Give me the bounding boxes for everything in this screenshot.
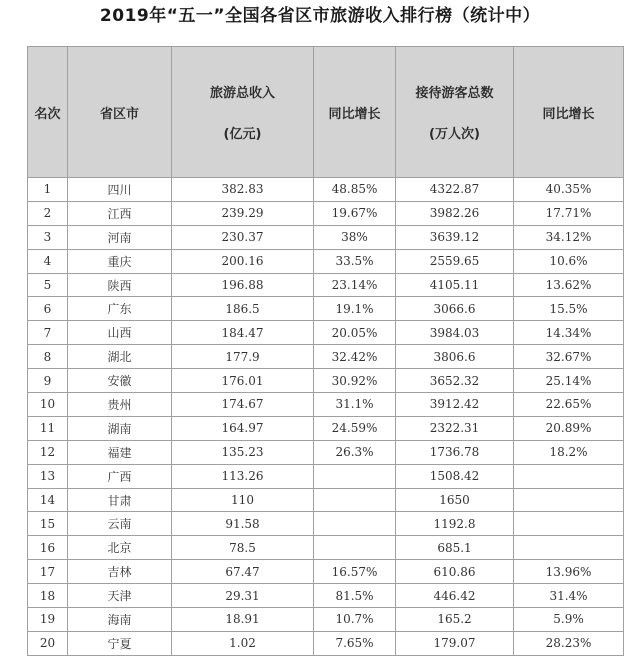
visitors-growth-cell: 25.14%	[514, 369, 624, 393]
visitors-cell: 3066.6	[396, 297, 514, 321]
revenue-growth-cell	[314, 536, 396, 560]
province-cell: 陕西	[68, 273, 172, 297]
visitors-growth-cell: 15.5%	[514, 297, 624, 321]
table-row	[28, 201, 624, 225]
visitors-growth-cell	[514, 464, 624, 488]
visitors-growth-cell	[514, 512, 624, 536]
table-row	[28, 464, 624, 488]
visitors-cell: 3982.26	[396, 201, 514, 225]
column-header-unit: (万人次)	[429, 127, 480, 142]
table-row	[28, 178, 624, 202]
visitors-cell: 4322.87	[396, 178, 514, 202]
visitors-cell: 179.07	[396, 631, 514, 655]
table-row	[28, 369, 624, 393]
visitors-growth-cell: 14.34%	[514, 321, 624, 345]
revenue-growth-cell: 33.5%	[314, 249, 396, 273]
revenue-growth-cell: 7.65%	[314, 631, 396, 655]
visitors-cell: 2322.31	[396, 416, 514, 440]
visitors-cell: 3639.12	[396, 225, 514, 249]
visitors-growth-cell: 13.62%	[514, 273, 624, 297]
revenue-cell: 18.91	[172, 608, 314, 632]
visitors-cell: 685.1	[396, 536, 514, 560]
column-header-label: 同比增长	[542, 106, 595, 122]
revenue-growth-cell: 19.67%	[314, 201, 396, 225]
visitors-cell: 1736.78	[396, 440, 514, 464]
rank-cell: 13	[28, 464, 68, 488]
province-cell: 天津	[68, 584, 172, 608]
revenue-growth-cell: 30.92%	[314, 369, 396, 393]
column-header-label: 名次	[34, 106, 61, 122]
revenue-growth-cell	[314, 488, 396, 512]
visitors-growth-cell	[514, 536, 624, 560]
rank-cell: 9	[28, 369, 68, 393]
revenue-cell: 230.37	[172, 225, 314, 249]
revenue-cell: 164.97	[172, 416, 314, 440]
visitors-growth-cell: 40.35%	[514, 178, 624, 202]
revenue-cell: 382.83	[172, 178, 314, 202]
province-cell: 江西	[68, 201, 172, 225]
rank-cell: 19	[28, 608, 68, 632]
revenue-cell: 110	[172, 488, 314, 512]
rank-cell: 10	[28, 393, 68, 417]
table-row	[28, 512, 624, 536]
visitors-growth-cell: 22.65%	[514, 393, 624, 417]
column-header-1	[28, 47, 68, 178]
revenue-cell: 184.47	[172, 321, 314, 345]
revenue-growth-cell: 16.57%	[314, 560, 396, 584]
province-cell: 山西	[68, 321, 172, 345]
visitors-cell: 3984.03	[396, 321, 514, 345]
revenue-cell: 135.23	[172, 440, 314, 464]
visitors-cell: 2559.65	[396, 249, 514, 273]
revenue-cell: 176.01	[172, 369, 314, 393]
visitors-growth-cell: 34.12%	[514, 225, 624, 249]
visitors-cell: 446.42	[396, 584, 514, 608]
revenue-cell: 239.29	[172, 201, 314, 225]
revenue-cell: 29.31	[172, 584, 314, 608]
visitors-growth-cell: 31.4%	[514, 584, 624, 608]
rank-cell: 6	[28, 297, 68, 321]
revenue-growth-cell: 19.1%	[314, 297, 396, 321]
revenue-growth-cell	[314, 464, 396, 488]
visitors-growth-cell: 18.2%	[514, 440, 624, 464]
province-cell: 湖北	[68, 345, 172, 369]
table-row	[28, 297, 624, 321]
province-cell: 河南	[68, 225, 172, 249]
visitors-cell: 3912.42	[396, 393, 514, 417]
column-header-3	[172, 47, 314, 178]
table-row	[28, 345, 624, 369]
province-cell: 重庆	[68, 249, 172, 273]
rank-cell: 20	[28, 631, 68, 655]
visitors-cell: 610.86	[396, 560, 514, 584]
revenue-cell: 186.5	[172, 297, 314, 321]
visitors-cell: 4105.11	[396, 273, 514, 297]
column-header-label: 省区市	[99, 106, 139, 122]
table-row	[28, 488, 624, 512]
revenue-growth-cell: 20.05%	[314, 321, 396, 345]
column-header-unit: (亿元)	[223, 127, 262, 142]
table-row	[28, 440, 624, 464]
visitors-cell: 165.2	[396, 608, 514, 632]
revenue-cell: 113.26	[172, 464, 314, 488]
revenue-growth-cell: 24.59%	[314, 416, 396, 440]
table-row	[28, 225, 624, 249]
province-cell: 福建	[68, 440, 172, 464]
rank-cell: 14	[28, 488, 68, 512]
visitors-growth-cell: 13.96%	[514, 560, 624, 584]
revenue-cell: 177.9	[172, 345, 314, 369]
visitors-growth-cell: 32.67%	[514, 345, 624, 369]
province-cell: 甘肃	[68, 488, 172, 512]
visitors-growth-cell: 20.89%	[514, 416, 624, 440]
table-row	[28, 560, 624, 584]
visitors-cell: 1650	[396, 488, 514, 512]
rank-cell: 16	[28, 536, 68, 560]
revenue-cell: 67.47	[172, 560, 314, 584]
rank-cell: 11	[28, 416, 68, 440]
province-cell: 北京	[68, 536, 172, 560]
revenue-growth-cell: 26.3%	[314, 440, 396, 464]
table-row	[28, 536, 624, 560]
table-row	[28, 608, 624, 632]
rank-cell: 1	[28, 178, 68, 202]
rank-cell: 8	[28, 345, 68, 369]
visitors-cell: 3806.6	[396, 345, 514, 369]
table-row	[28, 584, 624, 608]
revenue-cell: 200.16	[172, 249, 314, 273]
rank-cell: 4	[28, 249, 68, 273]
table-row	[28, 249, 624, 273]
province-cell: 湖南	[68, 416, 172, 440]
column-header-label: 同比增长	[328, 106, 381, 122]
revenue-growth-cell	[314, 512, 396, 536]
province-cell: 安徽	[68, 369, 172, 393]
column-header-4	[314, 47, 396, 178]
revenue-growth-cell: 48.85%	[314, 178, 396, 202]
province-cell: 广西	[68, 464, 172, 488]
tourism-revenue-ranking-table	[27, 46, 624, 656]
table-row	[28, 273, 624, 297]
revenue-cell: 1.02	[172, 631, 314, 655]
rank-cell: 2	[28, 201, 68, 225]
rank-cell: 15	[28, 512, 68, 536]
column-header-label: 旅游总收入	[209, 86, 275, 101]
province-cell: 广东	[68, 297, 172, 321]
revenue-growth-cell: 10.7%	[314, 608, 396, 632]
province-cell: 贵州	[68, 393, 172, 417]
visitors-growth-cell	[514, 488, 624, 512]
table-body	[28, 178, 624, 656]
revenue-cell: 91.58	[172, 512, 314, 536]
rank-cell: 17	[28, 560, 68, 584]
table-row	[28, 393, 624, 417]
revenue-growth-cell: 81.5%	[314, 584, 396, 608]
revenue-cell: 78.5	[172, 536, 314, 560]
table-header	[28, 47, 624, 178]
column-header-5	[396, 47, 514, 178]
column-header-2	[68, 47, 172, 178]
column-header-6	[514, 47, 624, 178]
page-title: 2019年“五一”全国各省区市旅游收入排行榜（统计中）	[99, 6, 541, 26]
rank-cell: 12	[28, 440, 68, 464]
table-row	[28, 631, 624, 655]
province-cell: 海南	[68, 608, 172, 632]
rank-cell: 18	[28, 584, 68, 608]
table-header-row	[28, 47, 624, 178]
revenue-cell: 174.67	[172, 393, 314, 417]
table-row	[28, 416, 624, 440]
province-cell: 云南	[68, 512, 172, 536]
column-header-label: 接待游客总数	[415, 86, 494, 101]
revenue-cell: 196.88	[172, 273, 314, 297]
visitors-growth-cell: 10.6%	[514, 249, 624, 273]
revenue-growth-cell: 23.14%	[314, 273, 396, 297]
visitors-growth-cell: 17.71%	[514, 201, 624, 225]
province-cell: 宁夏	[68, 631, 172, 655]
revenue-growth-cell: 38%	[314, 225, 396, 249]
visitors-growth-cell: 28.23%	[514, 631, 624, 655]
revenue-growth-cell: 31.1%	[314, 393, 396, 417]
rank-cell: 5	[28, 273, 68, 297]
visitors-cell: 3652.32	[396, 369, 514, 393]
table-row	[28, 321, 624, 345]
province-cell: 吉林	[68, 560, 172, 584]
rank-cell: 7	[28, 321, 68, 345]
visitors-cell: 1508.42	[396, 464, 514, 488]
visitors-cell: 1192.8	[396, 512, 514, 536]
rank-cell: 3	[28, 225, 68, 249]
province-cell: 四川	[68, 178, 172, 202]
revenue-growth-cell: 32.42%	[314, 345, 396, 369]
visitors-growth-cell: 5.9%	[514, 608, 624, 632]
